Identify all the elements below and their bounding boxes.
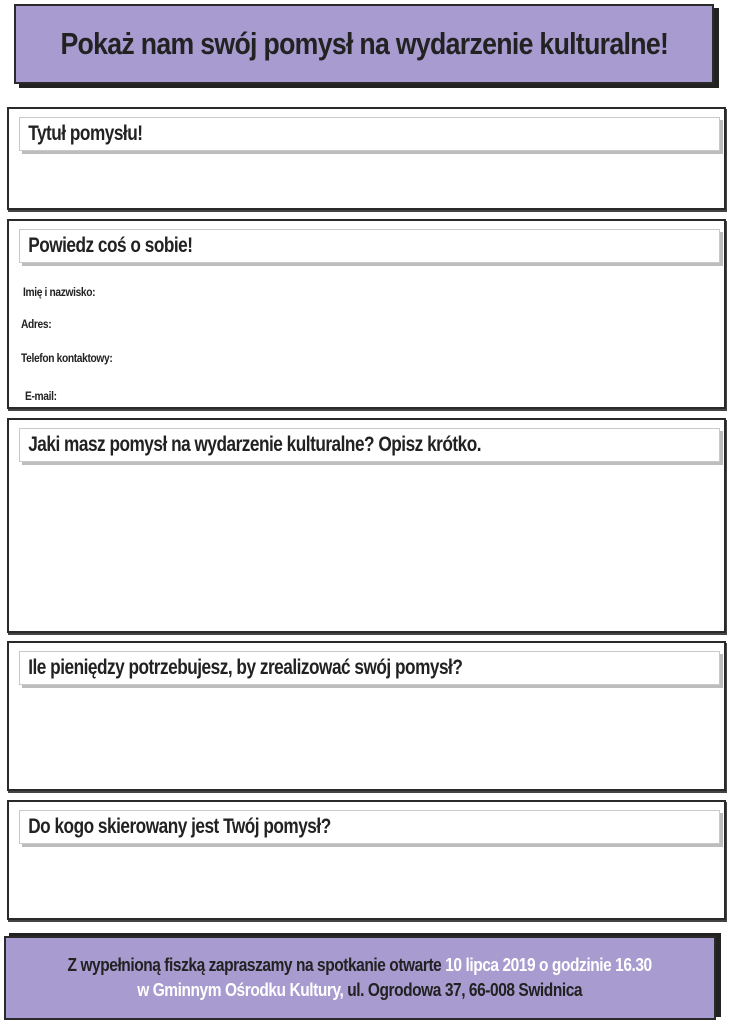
section-idea-title — [7, 107, 726, 210]
footer-line-2 — [138, 978, 583, 1003]
footer-meeting-date: 10 lipca 2019 o godzinie 16.30 — [445, 955, 653, 975]
section-idea-description-heading: Jaki masz pomysł na wydarzenie kulturalne? Opisz krótko. — [28, 433, 482, 456]
field-label-email: E-mail: — [25, 389, 57, 403]
footer-address: ul. Ogrodowa 37, 66-008 Swidnica — [343, 980, 583, 1000]
section-idea-title-header — [19, 117, 720, 151]
field-label-phone: Telefon kontaktowy: — [21, 351, 113, 365]
field-label-address: Adres: — [21, 317, 52, 331]
field-label-name: Imię i nazwisko: — [23, 285, 96, 299]
section-idea-title-heading: Tytuł pomysłu! — [28, 122, 143, 145]
section-budget-heading: Ile pieniędzy potrzebujesz, by zrealizować swój pomysł? — [28, 656, 463, 679]
section-budget — [7, 641, 726, 791]
footer-invitation-text: Z wypełnioną fiszką zapraszamy na spotkanie otwarte — [67, 955, 446, 975]
section-budget-header — [19, 651, 720, 685]
section-idea-description-header — [19, 428, 720, 462]
section-audience — [7, 800, 726, 920]
footer-line-1 — [68, 953, 652, 978]
footer-venue: w Gminnym Ośrodku Kultury, — [137, 980, 344, 1000]
section-idea-description — [7, 418, 726, 633]
section-audience-heading: Do kogo skierowany jest Twój pomysł? — [28, 815, 331, 838]
section-about-you-header — [19, 229, 720, 263]
section-audience-header — [19, 810, 720, 844]
footer-banner — [4, 936, 716, 1020]
title-banner — [14, 4, 714, 84]
section-about-you-heading: Powiedz coś o sobie! — [28, 234, 193, 257]
page-title: Pokaż nam swój pomysł na wydarzenie kulturalne! — [60, 26, 668, 61]
section-about-you — [7, 219, 726, 409]
